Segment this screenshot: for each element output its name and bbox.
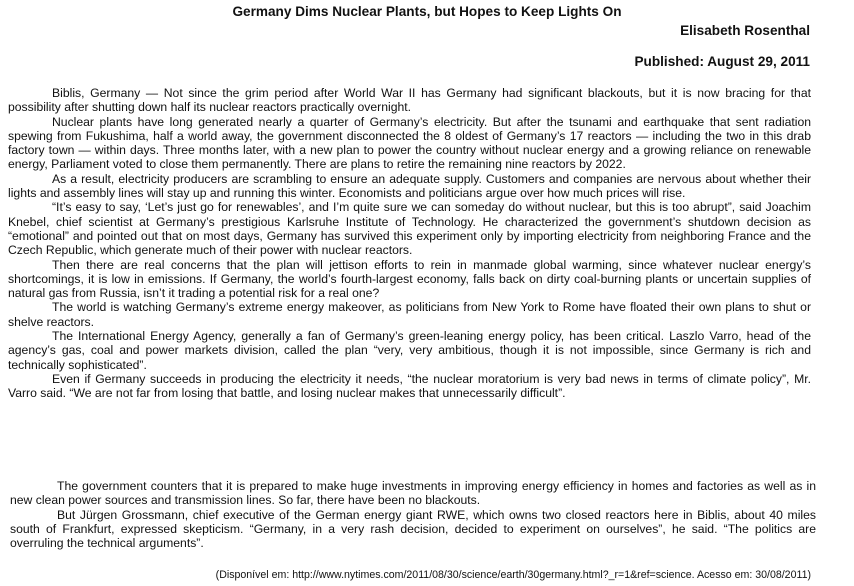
paragraph-2: Nuclear plants have long generated nearly a quarter of Germany’s electricity. But after the tsunami and earthquake that sent radiation spewing from Fukushima, half a world away, the government disconnected the 8 oldest of Germany’s 17 reactors — including the two in this drab factory town — within days. Three months later, with a new plan to power the country without nuclear energy and a growing reliance on renewable energy, Parliament voted to close them permanently. There are plans to retire the remaining nine reactors by 2022. [8,114,811,172]
paragraph-10: But Jürgen Grossmann, chief executive of the German energy giant RWE, which owns two closed reactors here in Biblis, about 40 miles south of Frankfurt, expressed skepticism. “Germany, in a very rash decision, decided to experiment on ourselves”, he said. “The politics are overruling the technical arguments”. [10,507,816,551]
published-date: Published: August 29, 2011 [634,54,810,69]
author-name: Elisabeth Rosenthal [680,23,810,38]
article-title: Germany Dims Nuclear Plants, but Hopes to Keep Lights On [232,4,622,19]
paragraph-1: Biblis, Germany — Not since the grim period after World War II has Germany had significant blackouts, but it is now bracing for that possibility after shutting down half its nuclear reactors practically overnight. [8,86,811,115]
article-body-main [8,86,811,401]
paragraph-5: Then there are real concerns that the plan will jettison efforts to rein in manmade global warming, since whatever nuclear energy’s shortcomings, it is low in emissions. If Germany, the world’s fourth-largest economy, falls back on dirty coal-burning plants or uncertain supplies of natural gas from Russia, isn’t it trading a potential risk for a real one? [8,257,811,301]
paragraph-8: Even if Germany succeeds in producing the electricity it needs, “the nuclear moratorium is very bad news in terms of climate policy”, Mr. Varro said. “We are not far from losing that battle, and losing nuclear makes that unnecessarily difficult”. [8,371,811,401]
article-body-continued [10,479,816,550]
paragraph-4: “It’s easy to say, ‘Let’s just go for renewables’, and I’m quite sure we can someday do without nuclear, but this is too abrupt”, said Joachim Knebel, chief scientist at Germany’s prestigious Karlsruhe Institute of Technology. He characterized the government’s shutdown decision as “emotional” and pointed out that on most days, Germany has survived this experiment only by importing electricity from neighboring France and the Czech Republic, which generate much of their power with nuclear reactors. [8,200,811,258]
paragraph-6: The world is watching Germany’s extreme energy makeover, as politicians from New York to Rome have floated their own plans to shut or shelve reactors. [8,300,811,329]
paragraph-9: The government counters that it is prepared to make huge investments in improving energy efficiency in homes and factories as well as in new clean power sources and transmission lines. So far, there have been no blackouts. [10,479,816,508]
paragraph-7: The International Energy Agency, generally a fan of Germany’s green-leaning energy policy, has been critical. Laszlo Varro, head of the agency’s gas, coal and power markets division, called the plan “very, very ambitious, though it is not impossible, since Germany is rich and technically sophisticated”. [8,329,811,372]
source-citation: (Disponível em: http://www.nytimes.com/2011/08/30/science/earth/30germany.html?_r=1&ref=science. Acesso em: 30/08/2011) [215,569,811,581]
paragraph-3: As a result, electricity producers are scrambling to ensure an adequate supply. Customers and companies are nervous about whether their lights and assembly lines will stay up and running this winter. Economists and politicians argue over how much prices will rise. [8,171,811,201]
